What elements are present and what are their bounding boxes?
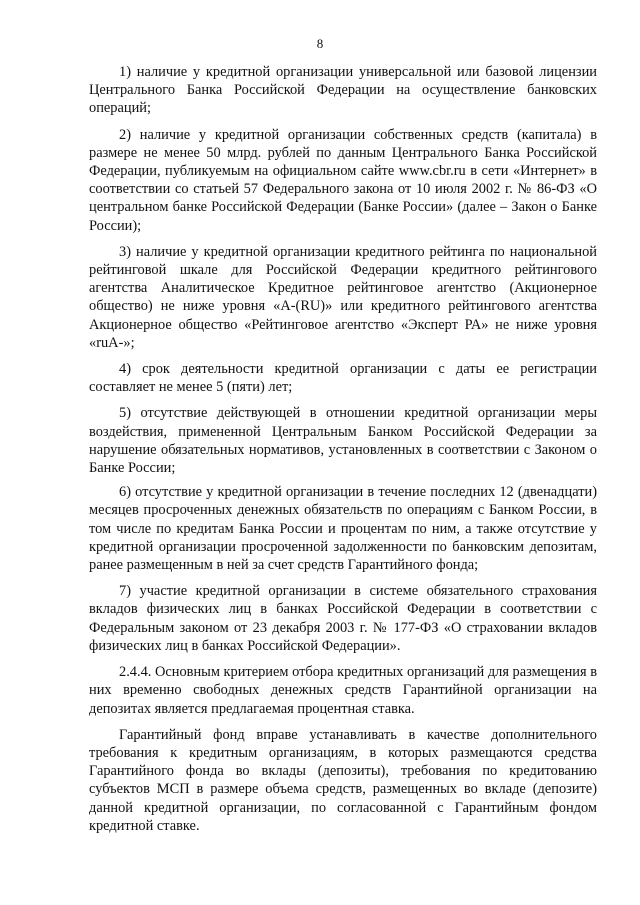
document-body	[89, 63, 597, 843]
paragraph-section-2-4-4: 2.4.4. Основным критерием отбора кредитных организаций для размещения в них временно свободных денежных средств Гарантийной организации на депозитах является предлагаемая процентная ставка.	[89, 664, 597, 717]
paragraph-item-6: 6) отсутствие у кредитной организации в течение последних 12 (двенадцати) месяцев просроченных денежных обязательств по операциям с Банком России, в том числе по кредитам Банка России и процентам по ним, а также отсутствие у кредитной организации просроченной задолженности по банковским депозитам, ранее размещенным в ней за счет средств Гарантийного фонда;	[89, 484, 597, 574]
paragraph-item-5: 5) отсутствие действующей в отношении кредитной организации меры воздействия, примененной Центральным Банком Российской Федерации за нарушение обязательных нормативов, установленных в соответствии с Законом о Банке России;	[89, 405, 597, 477]
paragraph-item-4: 4) срок деятельности кредитной организации с даты ее регистрации составляет не менее 5 (пяти) лет;	[89, 361, 597, 396]
paragraph-item-7: 7) участие кредитной организации в системе обязательного страхования вкладов физических лиц в банках Российской Федерации в соответствии с Федеральным законом от 23 декабря 2003 г. № 177-ФЗ «О страховании вкладов физических лиц в банках Российской Федерации».	[89, 583, 597, 654]
paragraph-additional-requirement: Гарантийный фонд вправе устанавливать в качестве дополнительного требования к кредитным организациям, в которых размещаются средства Гарантийного фонда во вклады (депозиты), требования по кредитованию субъектов МСП в размере объема средств, размещенных во вкладе (депозите) данной кредитной организации, по согласованной с Гарантийным фондом кредитной ставке.	[89, 726, 597, 834]
paragraph-item-3: 3) наличие у кредитной организации кредитного рейтинга по национальной рейтинговой шкале для Российской Федерации кредитного рейтингового агентства Аналитическое Кредитное рейтинговое агентство (Акционерное общество) не ниже уровня «A-(RU)» или кредитного рейтингового агентства Акционерное общество «Рейтинговое агентство «Эксперт РА» не ниже уровня «ruA-»;	[89, 243, 597, 351]
paragraph-item-2: 2) наличие у кредитной организации собственных средств (капитала) в размере не менее 50 млрд. рублей по данным Центрального Банка Российской Федерации, публикуемым на официальном сайте www.cbr.ru в сети «Интернет» в соответствии со статьей 57 Федерального закона от 10 июля 2002 г. № 86-ФЗ «О центральном банке Российской Федерации (Банке России» (далее – Закон о Банке России);	[89, 126, 597, 234]
page-number: 8	[316, 36, 324, 51]
paragraph-item-1: 1) наличие у кредитной организации универсальной или базовой лицензии Центрального Банка Российской Федерации на осуществление банковских операций;	[89, 64, 597, 117]
